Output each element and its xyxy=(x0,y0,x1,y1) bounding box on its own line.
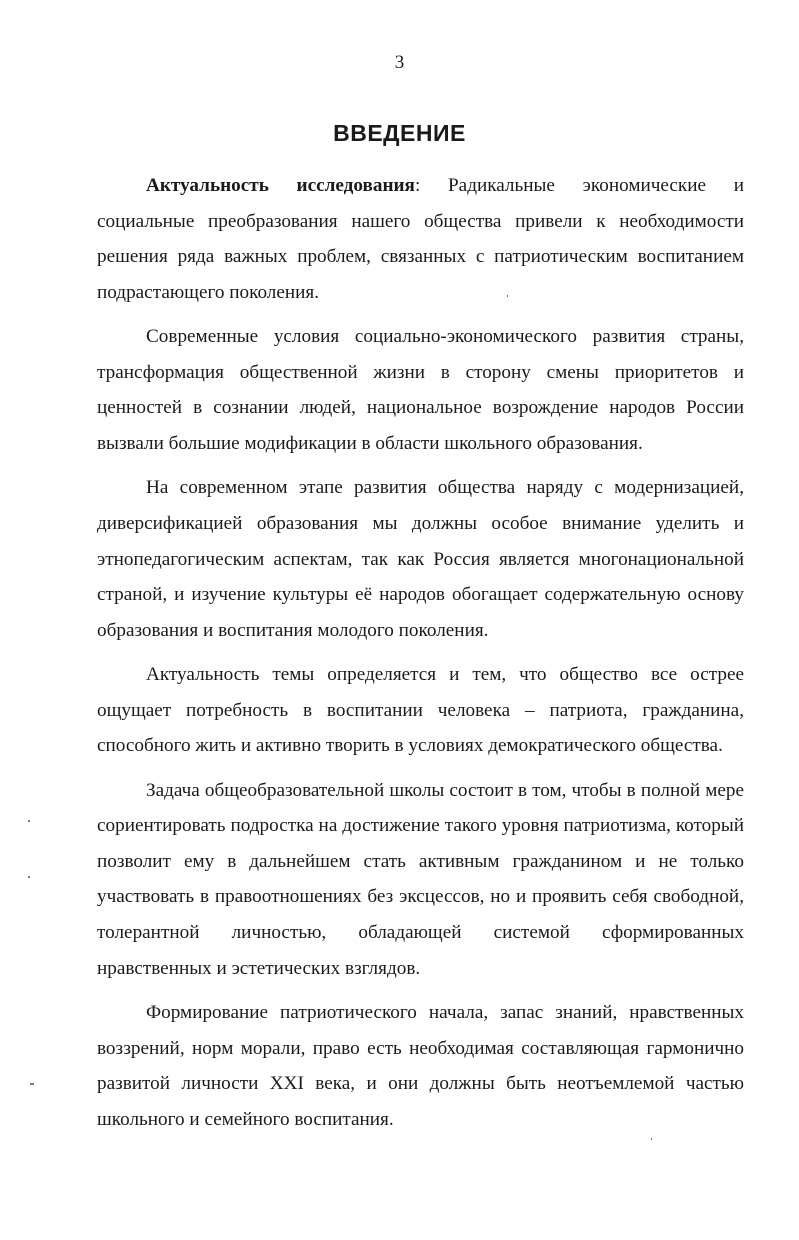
body-text xyxy=(97,168,744,1137)
relevance-lead: Актуальность исследования xyxy=(146,175,415,196)
scan-speck xyxy=(651,1138,652,1140)
scan-speck xyxy=(28,820,30,822)
paragraph-conditions: Современные условия социально-экономического развития страны, трансформация общественной жизни в сторону смены приоритетов и ценностей в сознании людей, национальное возрождение народов России вызвали большие модификации в области школьного образования. xyxy=(97,326,744,454)
scan-speck xyxy=(507,295,508,297)
scan-speck xyxy=(30,1083,34,1085)
paragraph-school-task: Задача общеобразовательной школы состоит в том, чтобы в полной мере сориентировать подростка на достижение такого уровня патриотизма, который позволит ему в дальнейшем стать активным гражданином и не только участвовать в правоотношениях без эксцессов, но и проявить себя свободной, толерантной личностью, обладающей системой сформированных нравственных и эстетических взглядов. xyxy=(97,779,744,979)
section-heading: ВВЕДЕНИЕ xyxy=(333,120,466,146)
relevance-text: : Радикальные экономические и социальные преобразования нашего общества привели к необходимости решения ряда важных проблем, связанных с патриотическим воспитанием подрастающего поколения. xyxy=(97,175,744,303)
paragraph-formation: Формирование патриотического начала, запас знаний, нравственных воззрений, норм морали, право есть необходимая составляющая гармонично развитой личности XXI века, и они должны быть неотъемлемой частью школьного и семейного воспитания. xyxy=(97,1002,744,1130)
paragraph-relevance xyxy=(97,168,744,310)
paragraph-topic-relevance: Актуальность темы определяется и тем, что общество все острее ощущает потребность в воспитании человека – патриота, гражданина, способного жить и активно творить в условиях демократического общества. xyxy=(97,664,744,757)
page-number: 3 xyxy=(394,52,405,73)
scan-speck xyxy=(28,876,30,878)
paragraph-modern-stage: На современном этапе развития общества наряду с модернизацией, диверсификацией образования мы должны особое внимание уделить и этнопедагогическим аспектам, так как Россия является многонациональной страной, и изучение культуры её народов обогащает содержательную основу образования и воспитания молодого поколения. xyxy=(97,477,744,641)
